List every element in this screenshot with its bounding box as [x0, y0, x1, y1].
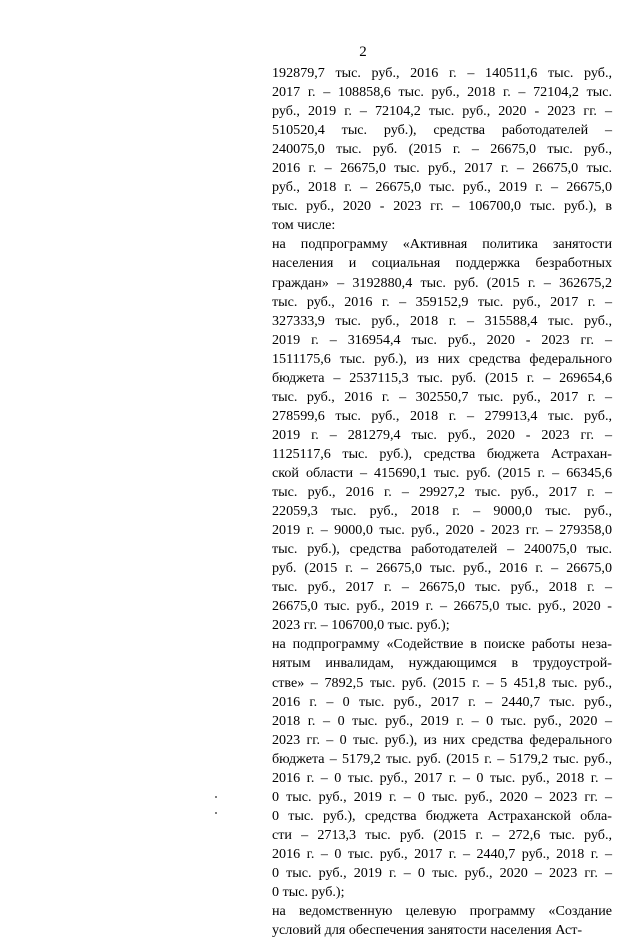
text-line: 1511175,6 тыс. руб.), из них средства федерального	[272, 350, 612, 367]
text-line: 2023 гг. – 106700,0 тыс. руб.);	[272, 617, 450, 634]
page-number: 2	[359, 44, 367, 60]
text-line: 327333,9 тыс. руб., 2018 г. – 315588,4 тыс. руб.,	[272, 312, 612, 329]
text-line: ской области – 415690,1 тыс. руб. (2015 г. – 66345,6	[272, 464, 612, 481]
scan-speck	[215, 796, 217, 798]
text-line: 2016 г. – 0 тыс. руб., 2017 г. – 0 тыс. руб., 2018 г. –	[272, 769, 612, 786]
text-line: 2019 г. – 281279,4 тыс. руб., 2020 - 2023 гг. –	[272, 426, 612, 443]
paragraph	[272, 64, 612, 235]
text-line: 2018 г. – 0 тыс. руб., 2019 г. – 0 тыс. руб., 2020 –	[272, 712, 612, 729]
paragraph	[272, 235, 612, 635]
text-line: 278599,6 тыс. руб., 2018 г. – 279913,4 тыс. руб.,	[272, 407, 612, 424]
text-line: сти – 2713,3 тыс. руб. (2015 г. – 272,6 тыс. руб.,	[272, 826, 612, 843]
text-line: 0 тыс. руб.), средства бюджета Астраханской обла-	[272, 807, 612, 824]
text-line: руб., 2018 г. – 26675,0 тыс. руб., 2019 г. – 26675,0	[272, 179, 612, 196]
text-line: граждан» – 3192880,4 тыс. руб. (2015 г. – 362675,2	[272, 274, 612, 291]
text-line: нятым инвалидам, нуждающимся в трудоустрой-	[272, 655, 612, 672]
text-line: бюджета – 2537115,3 тыс. руб. (2015 г. – 269654,6	[272, 369, 612, 386]
text-line: условий для обеспечения занятости населения Аст-	[272, 922, 583, 939]
paragraph	[272, 902, 612, 940]
body-text	[272, 64, 612, 940]
scan-speck	[215, 812, 217, 814]
text-line: 2023 гг. – 0 тыс. руб.), из них средства федерального	[272, 731, 612, 748]
text-line: 2016 г. – 26675,0 тыс. руб., 2017 г. – 26675,0 тыс.	[272, 160, 612, 177]
text-line: 0 тыс. руб.);	[272, 884, 345, 901]
text-line: руб., 2019 г. – 72104,2 тыс. руб., 2020 - 2023 гг. –	[272, 103, 612, 120]
text-line: бюджета – 5179,2 тыс. руб. (2015 г. – 5179,2 тыс. руб.,	[272, 750, 612, 767]
text-line: 2019 г. – 9000,0 тыс. руб., 2020 - 2023 гг. – 279358,0	[272, 522, 612, 539]
text-line: на ведомственную целевую программу «Создание	[272, 903, 612, 920]
text-line: на подпрограмму «Активная политика занятости	[272, 236, 612, 253]
text-line: на подпрограмму «Содействие в поиске работы неза-	[272, 636, 612, 653]
text-line: 510520,4 тыс. руб.), средства работодателей –	[272, 122, 612, 139]
text-line: 1125117,6 тыс. руб.), средства бюджета Астрахан-	[272, 445, 612, 462]
text-line: тыс. руб., 2017 г. – 26675,0 тыс. руб., 2018 г. –	[272, 579, 612, 596]
text-line: 2019 г. – 316954,4 тыс. руб., 2020 - 2023 гг. –	[272, 331, 612, 348]
text-line: том числе:	[272, 217, 336, 234]
text-line: 240075,0 тыс. руб. (2015 г. – 26675,0 тыс. руб.,	[272, 141, 612, 158]
text-line: тыс. руб., 2016 г. – 302550,7 тыс. руб., 2017 г. –	[272, 388, 612, 405]
text-line: тыс. руб., 2016 г. – 359152,9 тыс. руб., 2017 г. –	[272, 293, 612, 310]
text-line: 26675,0 тыс. руб., 2019 г. – 26675,0 тыс. руб., 2020 -	[272, 598, 612, 615]
text-line: 2016 г. – 0 тыс. руб., 2017 г. – 2440,7 руб., 2018 г. –	[272, 845, 612, 862]
text-line: 0 тыс. руб., 2019 г. – 0 тыс. руб., 2020 – 2023 гг. –	[272, 788, 612, 805]
text-line: тыс. руб., 2016 г. – 29927,2 тыс. руб., 2017 г. –	[272, 484, 612, 501]
text-line: населения и социальная поддержка безработных	[272, 255, 612, 272]
text-line: руб. (2015 г. – 26675,0 тыс. руб., 2016 г. – 26675,0	[272, 560, 612, 577]
paragraph	[272, 635, 612, 902]
text-line: 0 тыс. руб., 2019 г. – 0 тыс. руб., 2020 – 2023 гг. –	[272, 864, 612, 881]
text-line: тыс. руб.), средства работодателей – 240075,0 тыс.	[272, 541, 612, 558]
text-line: 2017 г. – 108858,6 тыс. руб., 2018 г. – 72104,2 тыс.	[272, 84, 612, 101]
text-line: 192879,7 тыс. руб., 2016 г. – 140511,6 тыс. руб.,	[272, 65, 612, 81]
text-line: стве» – 7892,5 тыс. руб. (2015 г. – 5 451,8 тыс. руб.,	[272, 674, 612, 691]
text-line: 22059,3 тыс. руб., 2018 г. – 9000,0 тыс. руб.,	[272, 503, 612, 520]
text-line: 2016 г. – 0 тыс. руб., 2017 г. – 2440,7 тыс. руб.,	[272, 693, 612, 710]
text-line: тыс. руб., 2020 - 2023 гг. – 106700,0 тыс. руб.), в	[272, 198, 612, 215]
